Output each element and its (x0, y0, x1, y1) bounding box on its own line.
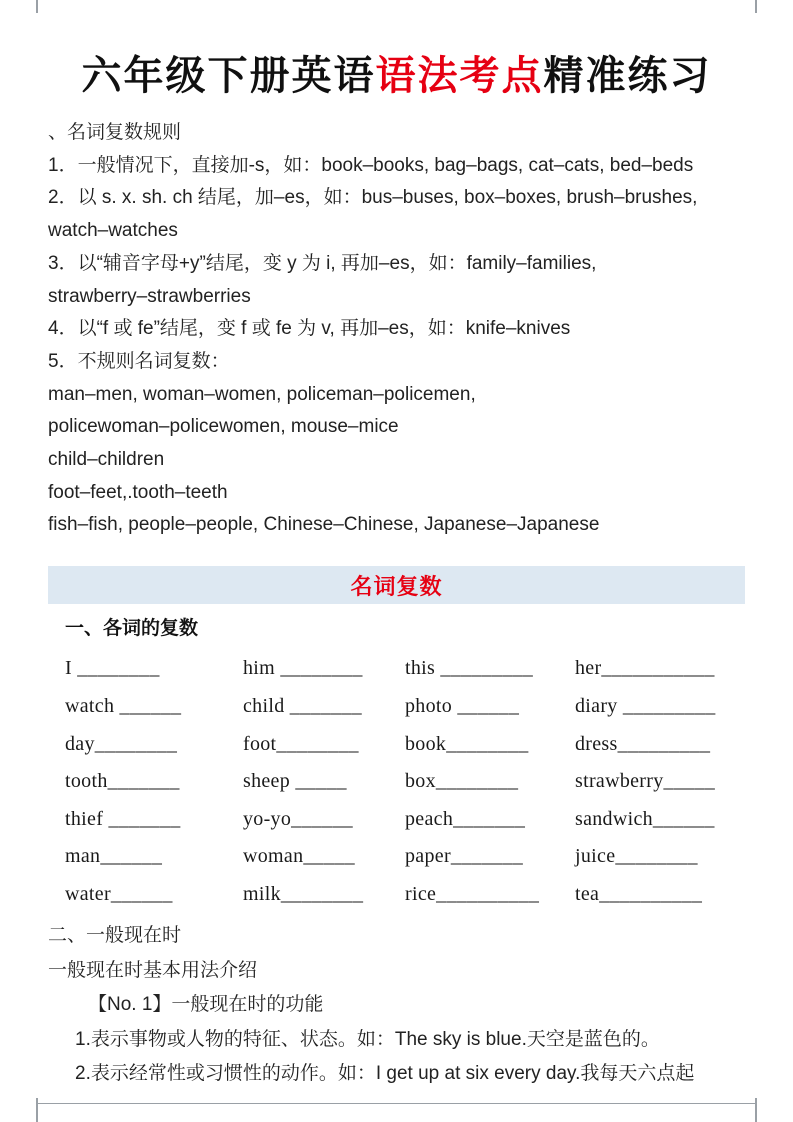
rule-line: 5．不规则名词复数： (48, 350, 230, 372)
frame-bottom-line (36, 1103, 757, 1104)
title-highlight: 语法考点 (375, 54, 544, 98)
rule-line: policewoman–policewomen, mouse–mice (48, 416, 399, 438)
exercise-cell: water______ (65, 883, 173, 905)
exercise-cell: peach_______ (405, 807, 526, 830)
exercise-cell: paper_______ (405, 845, 524, 868)
exercise-row (65, 725, 745, 763)
exercise-cell: this _________ (405, 657, 534, 680)
frame-tick-top-left (36, 0, 38, 13)
title-suffix: 精准练习 (543, 54, 712, 98)
exercise-cell: juice________ (575, 845, 698, 868)
exercise-cell: book________ (405, 732, 529, 755)
exercise-cell: her___________ (575, 657, 715, 680)
exercise-cell: sandwich______ (575, 807, 715, 830)
present-tense-point: 1.表示事物或人物的特征、状态。如：The sky is blue.天空是蓝色的。 (75, 1028, 660, 1050)
rule-line: strawberry–strawberries (48, 285, 251, 307)
exercise-cell: box________ (405, 770, 519, 793)
rule-line: man–men, woman–women, policeman–policemen, (48, 383, 476, 405)
exercise-cell: thief _______ (65, 807, 181, 830)
exercise-cell: I ________ (65, 657, 160, 680)
present-tense-point: 2.表示经常性或习惯性的动作。如：I get up at six every day.我每天六点起 (75, 1063, 695, 1085)
exercise-table (48, 650, 745, 913)
section-banner (48, 566, 745, 604)
exercise-cell: man______ (65, 845, 163, 868)
exercise-cell: dress_________ (575, 732, 711, 755)
exercise-cell: photo ______ (405, 695, 520, 718)
present-tense-intro: 一般现在时基本用法介绍 (48, 959, 258, 981)
exercise-heading: 一、各词的复数 (65, 618, 199, 640)
section-banner-label: 名词复数 (350, 573, 443, 599)
exercise-cell: milk________ (243, 883, 364, 905)
rule-line: child–children (48, 449, 165, 471)
exercise-row (65, 688, 745, 726)
rule-line: 3．以“辅音字母+y”结尾，变 y 为 i, 再加–es，如：family–families, (48, 252, 597, 274)
rule-line: 2．以 s. x. sh. ch 结尾，加–es，如：bus–buses, box–boxes, brush–brushes, (48, 187, 698, 209)
page-content (0, 117, 793, 1092)
rule-line: watch–watches (48, 220, 178, 242)
title-prefix: 六年级下册英语 (81, 54, 376, 98)
exercise-cell: him ________ (243, 657, 363, 680)
exercise-cell: tea__________ (575, 883, 703, 905)
exercise-cell: foot________ (243, 732, 359, 755)
exercise-row (65, 876, 745, 914)
present-tense-heading: 二、一般现在时 (48, 925, 182, 947)
exercise-cell: strawberry_____ (575, 770, 716, 793)
frame-tick-top-right (755, 0, 757, 13)
present-tense-section (48, 919, 745, 1092)
exercise-row (65, 650, 745, 688)
frame-tick-bottom-left (36, 1098, 38, 1122)
rule-line: 4．以“f 或 fe”结尾，变 f 或 fe 为 v, 再加–es，如：knife–knives (48, 318, 571, 340)
frame-tick-bottom-right (755, 1098, 757, 1122)
exercise-cell: tooth_______ (65, 770, 180, 793)
rule-line: 1．一般情况下，直接加-s，如：book–books, bag–bags, cat–cats, bed–beds (48, 154, 694, 176)
rule-line: foot–feet,.tooth–teeth (48, 481, 228, 503)
present-tense-subheading: 【No. 1】一般现在时的功能 (88, 994, 324, 1016)
exercise-cell: watch ______ (65, 695, 182, 718)
page-title (0, 44, 793, 101)
exercise-row (65, 838, 745, 876)
exercise-row (65, 763, 745, 801)
plural-rules-section (48, 117, 745, 542)
exercise-cell: diary _________ (575, 695, 716, 718)
exercise-cell: child _______ (243, 695, 362, 718)
exercise-cell: yo-yo______ (243, 807, 353, 830)
exercise-cell: woman_____ (243, 845, 355, 868)
exercise-cell: rice__________ (405, 883, 540, 905)
exercise-cell: sheep _____ (243, 770, 347, 793)
exercise-cell: day________ (65, 732, 178, 755)
rules-heading: 、名词复数规则 (48, 122, 182, 143)
exercise-row (65, 801, 745, 839)
rule-line: fish–fish, people–people, Chinese–Chinese, Japanese–Japanese (48, 514, 600, 536)
